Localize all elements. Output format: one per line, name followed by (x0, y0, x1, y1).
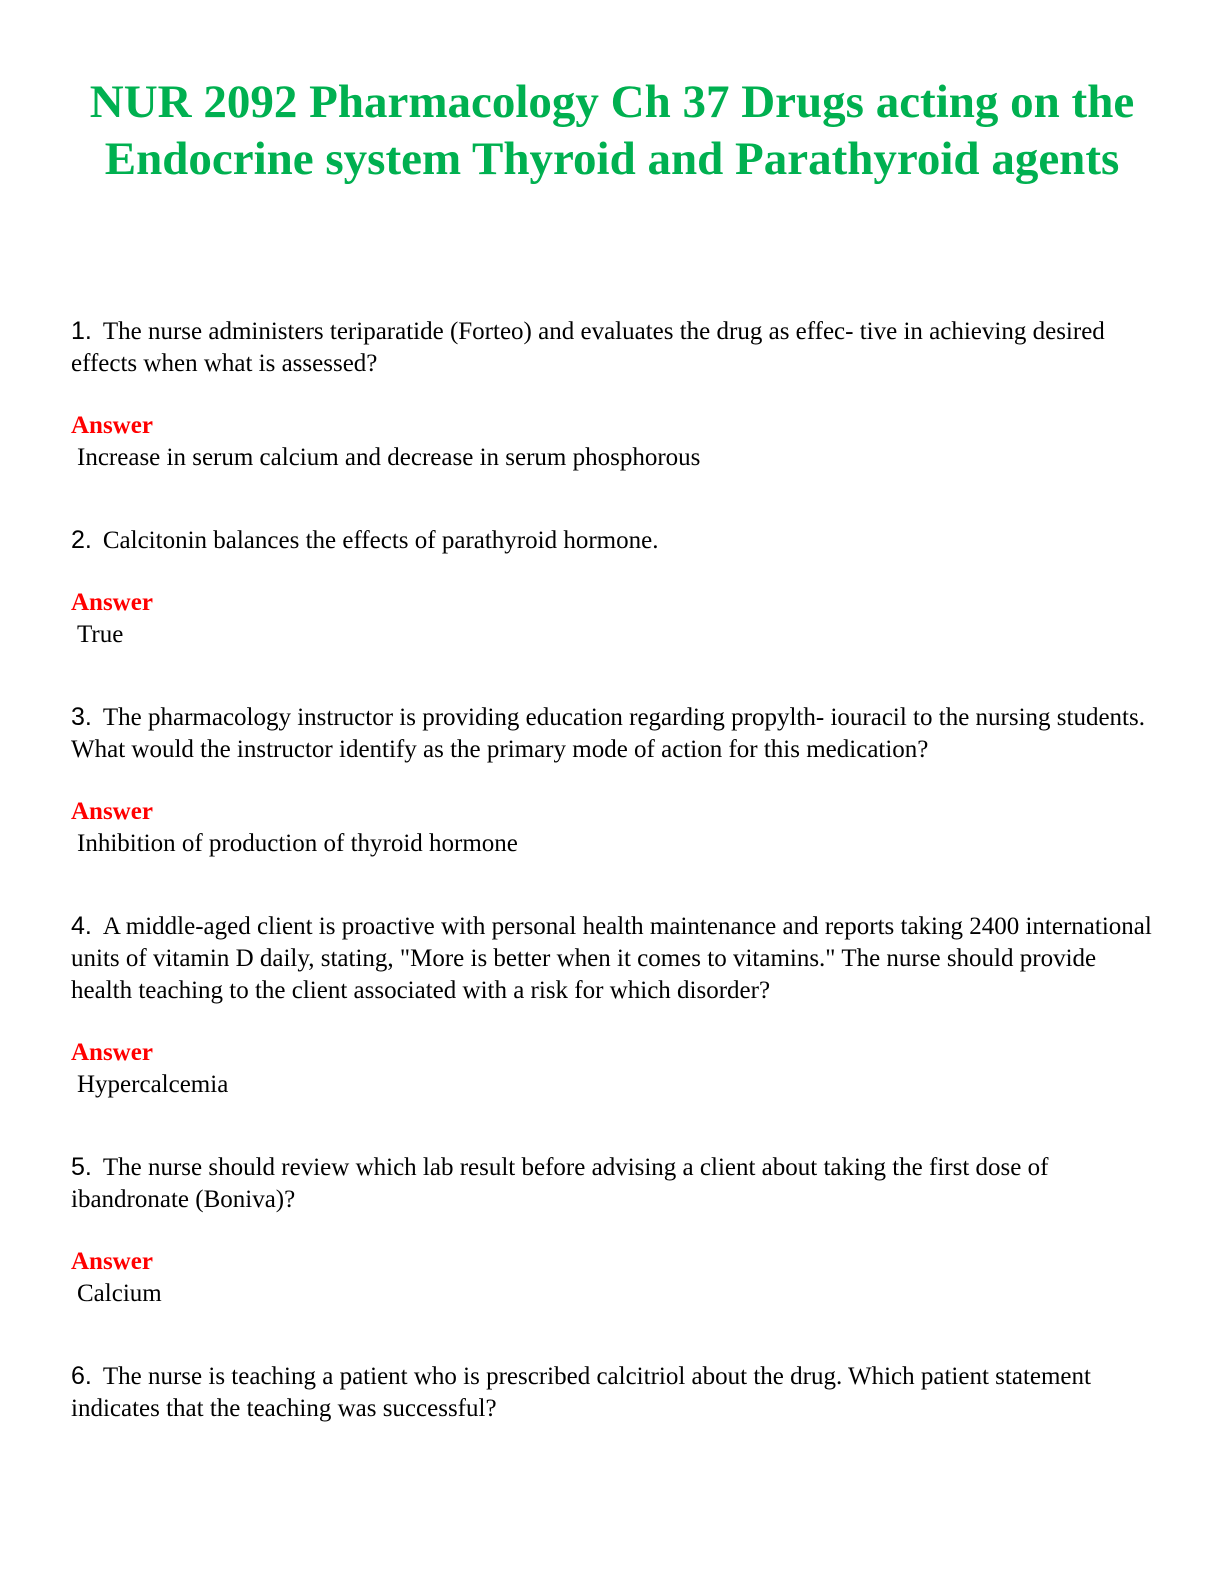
answer-text: Calcium (77, 1280, 162, 1307)
question-number: 3. (71, 703, 92, 731)
question-1 (71, 315, 1161, 380)
question-3 (71, 701, 1161, 766)
question-text: Calcitonin balances the effects of parathyroid hormone. (102, 527, 659, 554)
answer-label: Answer (71, 412, 153, 439)
question-item-4 (71, 910, 1161, 1101)
question-text: The nurse is teaching a patient who is prescribed calcitriol about the drug. Which patient statement indicates that the teaching was successful? (71, 1363, 1091, 1422)
answer-label: Answer (71, 798, 153, 825)
question-4 (71, 910, 1161, 1007)
question-number: 5. (71, 1153, 92, 1181)
answer-text: Hypercalcemia (77, 1071, 229, 1098)
question-item-1 (71, 315, 1161, 474)
question-number: 6. (71, 1362, 92, 1390)
question-item-2 (71, 524, 1161, 651)
answer-text: True (77, 621, 124, 648)
question-2 (71, 524, 1161, 557)
answer-text: Inhibition of production of thyroid hormone (77, 830, 518, 857)
question-item-5 (71, 1151, 1161, 1310)
answer-label: Answer (71, 1248, 153, 1275)
answer-text: Increase in serum calcium and decrease in serum phosphorous (77, 444, 701, 471)
document-title: NUR 2092 Pharmacology Ch 37 Drugs acting on the Endocrine system Thyroid and Parathyroid agents (89, 76, 1135, 185)
answer-label: Answer (71, 589, 153, 616)
question-text: A middle-aged client is proactive with personal health maintenance and reports taking 2400 international units of vitamin D daily, stating, "More is better when it comes to vitamins." The nurse should provide health teaching to the client associated with a risk for which disorder? (71, 913, 1152, 1004)
question-item-6 (71, 1360, 1161, 1425)
question-6 (71, 1360, 1161, 1425)
question-number: 4. (71, 912, 92, 940)
question-number: 1. (71, 317, 92, 345)
question-text: The pharmacology instructor is providing education regarding propylth- iouracil to the nursing students. What would the instructor identify as the primary mode of action for this medication? (71, 704, 1145, 763)
answer-label: Answer (71, 1039, 153, 1066)
question-text: The nurse should review which lab result before advising a client about taking the first dose of ibandronate (Boniva)? (71, 1154, 1049, 1213)
question-number: 2. (71, 526, 92, 554)
question-item-3 (71, 701, 1161, 860)
question-list (71, 315, 1161, 1425)
question-text: The nurse administers teriparatide (Forteo) and evaluates the drug as effec- tive in achieving desired effects when what is assessed? (71, 318, 1105, 377)
question-5 (71, 1151, 1161, 1216)
